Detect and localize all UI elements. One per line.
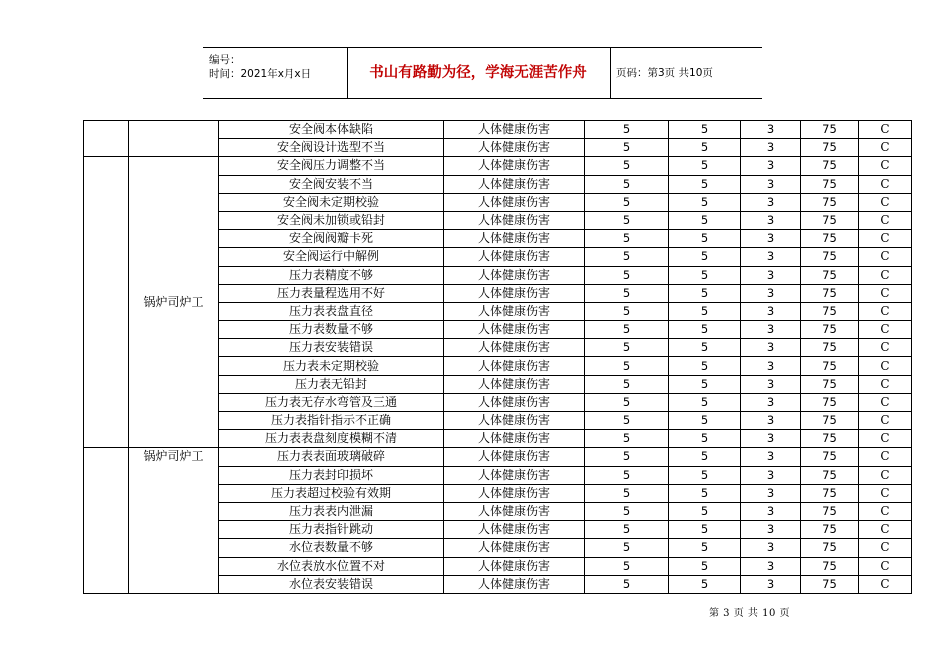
hazard-cell: 压力表无铅封 [219,375,444,393]
consequence-cell: 人体健康伤害 [444,412,585,430]
consequence-cell: 人体健康伤害 [444,139,585,157]
hazard-cell: 压力表无存水弯管及三通 [219,393,444,411]
hazard-cell: 压力表表面玻璃破碎 [219,448,444,466]
risk-score-cell: 75 [801,357,859,375]
category-cell [84,448,129,594]
risk-score-cell: 75 [801,302,859,320]
risk-level-cell: C [859,248,912,266]
category-cell [84,157,129,448]
likelihood-cell: 5 [585,557,669,575]
likelihood-cell: 5 [585,284,669,302]
hazard-cell: 压力表超过校验有效期 [219,484,444,502]
likelihood-cell: 5 [585,230,669,248]
consequence-score-cell: 3 [741,230,801,248]
page-header [203,47,762,99]
consequence-cell: 人体健康伤害 [444,157,585,175]
exposure-cell: 5 [669,357,741,375]
consequence-cell: 人体健康伤害 [444,484,585,502]
consequence-cell: 人体健康伤害 [444,430,585,448]
consequence-cell: 人体健康伤害 [444,393,585,411]
consequence-cell: 人体健康伤害 [444,321,585,339]
exposure-cell: 5 [669,121,741,139]
risk-level-cell: C [859,211,912,229]
hazard-cell: 压力表封印损坏 [219,466,444,484]
consequence-cell: 人体健康伤害 [444,539,585,557]
consequence-cell: 人体健康伤害 [444,502,585,520]
risk-level-cell: C [859,502,912,520]
likelihood-cell: 5 [585,266,669,284]
table-row [84,448,912,466]
consequence-score-cell: 3 [741,175,801,193]
exposure-cell: 5 [669,557,741,575]
risk-score-cell: 75 [801,575,859,593]
risk-score-cell: 75 [801,557,859,575]
hazard-cell: 压力表指针跳动 [219,521,444,539]
risk-score-cell: 75 [801,121,859,139]
risk-score-cell: 75 [801,412,859,430]
risk-level-cell: C [859,375,912,393]
risk-level-cell: C [859,393,912,411]
hazard-cell: 压力表未定期校验 [219,357,444,375]
hazard-cell: 安全阀运行中解例 [219,248,444,266]
risk-level-cell: C [859,448,912,466]
exposure-cell: 5 [669,193,741,211]
consequence-score-cell: 3 [741,412,801,430]
risk-score-cell: 75 [801,339,859,357]
risk-level-cell: C [859,412,912,430]
hazard-cell: 安全阀本体缺陷 [219,121,444,139]
consequence-score-cell: 3 [741,521,801,539]
role-cell: 锅炉司炉工 [129,448,219,594]
exposure-cell: 5 [669,466,741,484]
risk-score-cell: 75 [801,175,859,193]
risk-score-cell: 75 [801,539,859,557]
exposure-cell: 5 [669,448,741,466]
likelihood-cell: 5 [585,502,669,520]
header-motto: 书山有路勤为径，学海无涯苦作舟 [369,64,587,81]
consequence-cell: 人体健康伤害 [444,302,585,320]
exposure-cell: 5 [669,539,741,557]
consequence-cell: 人体健康伤害 [444,211,585,229]
header-divider [610,48,611,98]
consequence-score-cell: 3 [741,575,801,593]
exposure-cell: 5 [669,284,741,302]
consequence-cell: 人体健康伤害 [444,448,585,466]
likelihood-cell: 5 [585,357,669,375]
likelihood-cell: 5 [585,302,669,320]
consequence-score-cell: 3 [741,430,801,448]
risk-score-cell: 75 [801,430,859,448]
consequence-score-cell: 3 [741,266,801,284]
risk-level-cell: C [859,230,912,248]
likelihood-cell: 5 [585,121,669,139]
risk-level-cell: C [859,175,912,193]
likelihood-cell: 5 [585,375,669,393]
page-footer: 第 3 页 共 10 页 [709,608,790,619]
consequence-cell: 人体健康伤害 [444,121,585,139]
consequence-score-cell: 3 [741,321,801,339]
hazard-cell: 压力表数量不够 [219,321,444,339]
exposure-cell: 5 [669,321,741,339]
risk-score-cell: 75 [801,193,859,211]
risk-score-cell: 75 [801,157,859,175]
risk-level-cell: C [859,484,912,502]
likelihood-cell: 5 [585,175,669,193]
hazard-cell: 压力表精度不够 [219,266,444,284]
header-page-info: 页码：第3页 共10页 [616,67,713,79]
consequence-score-cell: 3 [741,284,801,302]
likelihood-cell: 5 [585,339,669,357]
hazard-cell: 压力表表内泄漏 [219,502,444,520]
hazard-cell: 水位表安装错误 [219,575,444,593]
consequence-score-cell: 3 [741,557,801,575]
risk-score-cell: 75 [801,266,859,284]
consequence-score-cell: 3 [741,484,801,502]
consequence-score-cell: 3 [741,539,801,557]
hazard-cell: 压力表指针指示不正确 [219,412,444,430]
exposure-cell: 5 [669,375,741,393]
header-meta [209,53,311,81]
risk-level-cell: C [859,339,912,357]
risk-score-cell: 75 [801,248,859,266]
table-row [84,121,912,139]
hazard-cell: 安全阀设计选型不当 [219,139,444,157]
risk-score-cell: 75 [801,393,859,411]
table-row [84,157,912,175]
exposure-cell: 5 [669,230,741,248]
likelihood-cell: 5 [585,139,669,157]
consequence-cell: 人体健康伤害 [444,357,585,375]
consequence-score-cell: 3 [741,211,801,229]
exposure-cell: 5 [669,157,741,175]
hazard-cell: 水位表数量不够 [219,539,444,557]
risk-level-cell: C [859,121,912,139]
consequence-cell: 人体健康伤害 [444,248,585,266]
consequence-score-cell: 3 [741,248,801,266]
risk-level-cell: C [859,157,912,175]
consequence-score-cell: 3 [741,448,801,466]
hazard-cell: 压力表量程选用不好 [219,284,444,302]
hazard-cell: 压力表表盘直径 [219,302,444,320]
exposure-cell: 5 [669,266,741,284]
consequence-score-cell: 3 [741,466,801,484]
likelihood-cell: 5 [585,539,669,557]
consequence-cell: 人体健康伤害 [444,266,585,284]
hazard-cell: 安全阀未加锁或铅封 [219,211,444,229]
exposure-cell: 5 [669,393,741,411]
hazard-cell: 安全阀安装不当 [219,175,444,193]
risk-level-cell: C [859,302,912,320]
consequence-score-cell: 3 [741,393,801,411]
likelihood-cell: 5 [585,466,669,484]
exposure-cell: 5 [669,412,741,430]
risk-score-cell: 75 [801,321,859,339]
likelihood-cell: 5 [585,248,669,266]
likelihood-cell: 5 [585,430,669,448]
risk-score-cell: 75 [801,211,859,229]
risk-level-cell: C [859,521,912,539]
exposure-cell: 5 [669,484,741,502]
hazard-cell: 压力表安装错误 [219,339,444,357]
category-cell [84,121,129,157]
consequence-score-cell: 3 [741,139,801,157]
risk-level-cell: C [859,357,912,375]
likelihood-cell: 5 [585,412,669,430]
exposure-cell: 5 [669,502,741,520]
consequence-cell: 人体健康伤害 [444,230,585,248]
consequence-score-cell: 3 [741,357,801,375]
exposure-cell: 5 [669,339,741,357]
risk-level-cell: C [859,466,912,484]
likelihood-cell: 5 [585,484,669,502]
risk-level-cell: C [859,539,912,557]
likelihood-cell: 5 [585,157,669,175]
exposure-cell: 5 [669,175,741,193]
risk-level-cell: C [859,557,912,575]
exposure-cell: 5 [669,211,741,229]
risk-level-cell: C [859,284,912,302]
risk-score-cell: 75 [801,448,859,466]
risk-level-cell: C [859,193,912,211]
risk-level-cell: C [859,321,912,339]
serial-label: 编号： [209,54,241,66]
consequence-cell: 人体健康伤害 [444,175,585,193]
consequence-score-cell: 3 [741,502,801,520]
risk-level-cell: C [859,266,912,284]
risk-score-cell: 75 [801,502,859,520]
risk-score-cell: 75 [801,521,859,539]
risk-score-cell: 75 [801,484,859,502]
role-cell [129,121,219,157]
exposure-cell: 5 [669,302,741,320]
consequence-score-cell: 3 [741,157,801,175]
consequence-cell: 人体健康伤害 [444,575,585,593]
consequence-cell: 人体健康伤害 [444,466,585,484]
exposure-cell: 5 [669,575,741,593]
hazard-cell: 压力表表盘刻度模糊不清 [219,430,444,448]
likelihood-cell: 5 [585,211,669,229]
consequence-score-cell: 3 [741,193,801,211]
risk-level-cell: C [859,575,912,593]
role-cell: 锅炉司炉工 [129,157,219,448]
risk-score-cell: 75 [801,284,859,302]
consequence-cell: 人体健康伤害 [444,557,585,575]
exposure-cell: 5 [669,248,741,266]
risk-level-cell: C [859,139,912,157]
hazard-cell: 安全阀未定期校验 [219,193,444,211]
risk-score-cell: 75 [801,230,859,248]
consequence-cell: 人体健康伤害 [444,284,585,302]
likelihood-cell: 5 [585,393,669,411]
consequence-cell: 人体健康伤害 [444,193,585,211]
exposure-cell: 5 [669,430,741,448]
consequence-cell: 人体健康伤害 [444,375,585,393]
risk-score-cell: 75 [801,375,859,393]
consequence-cell: 人体健康伤害 [444,521,585,539]
consequence-score-cell: 3 [741,302,801,320]
likelihood-cell: 5 [585,521,669,539]
risk-score-cell: 75 [801,466,859,484]
likelihood-cell: 5 [585,193,669,211]
consequence-cell: 人体健康伤害 [444,339,585,357]
consequence-score-cell: 3 [741,375,801,393]
exposure-cell: 5 [669,139,741,157]
hazard-cell: 水位表放水位置不对 [219,557,444,575]
consequence-score-cell: 3 [741,121,801,139]
hazard-cell: 安全阀压力调整不当 [219,157,444,175]
time-label: 时间：2021年x月x日 [209,68,312,80]
consequence-score-cell: 3 [741,339,801,357]
risk-score-cell: 75 [801,139,859,157]
risk-level-cell: C [859,430,912,448]
hazard-table [83,120,912,594]
likelihood-cell: 5 [585,321,669,339]
likelihood-cell: 5 [585,448,669,466]
likelihood-cell: 5 [585,575,669,593]
exposure-cell: 5 [669,521,741,539]
hazard-cell: 安全阀阀瓣卡死 [219,230,444,248]
